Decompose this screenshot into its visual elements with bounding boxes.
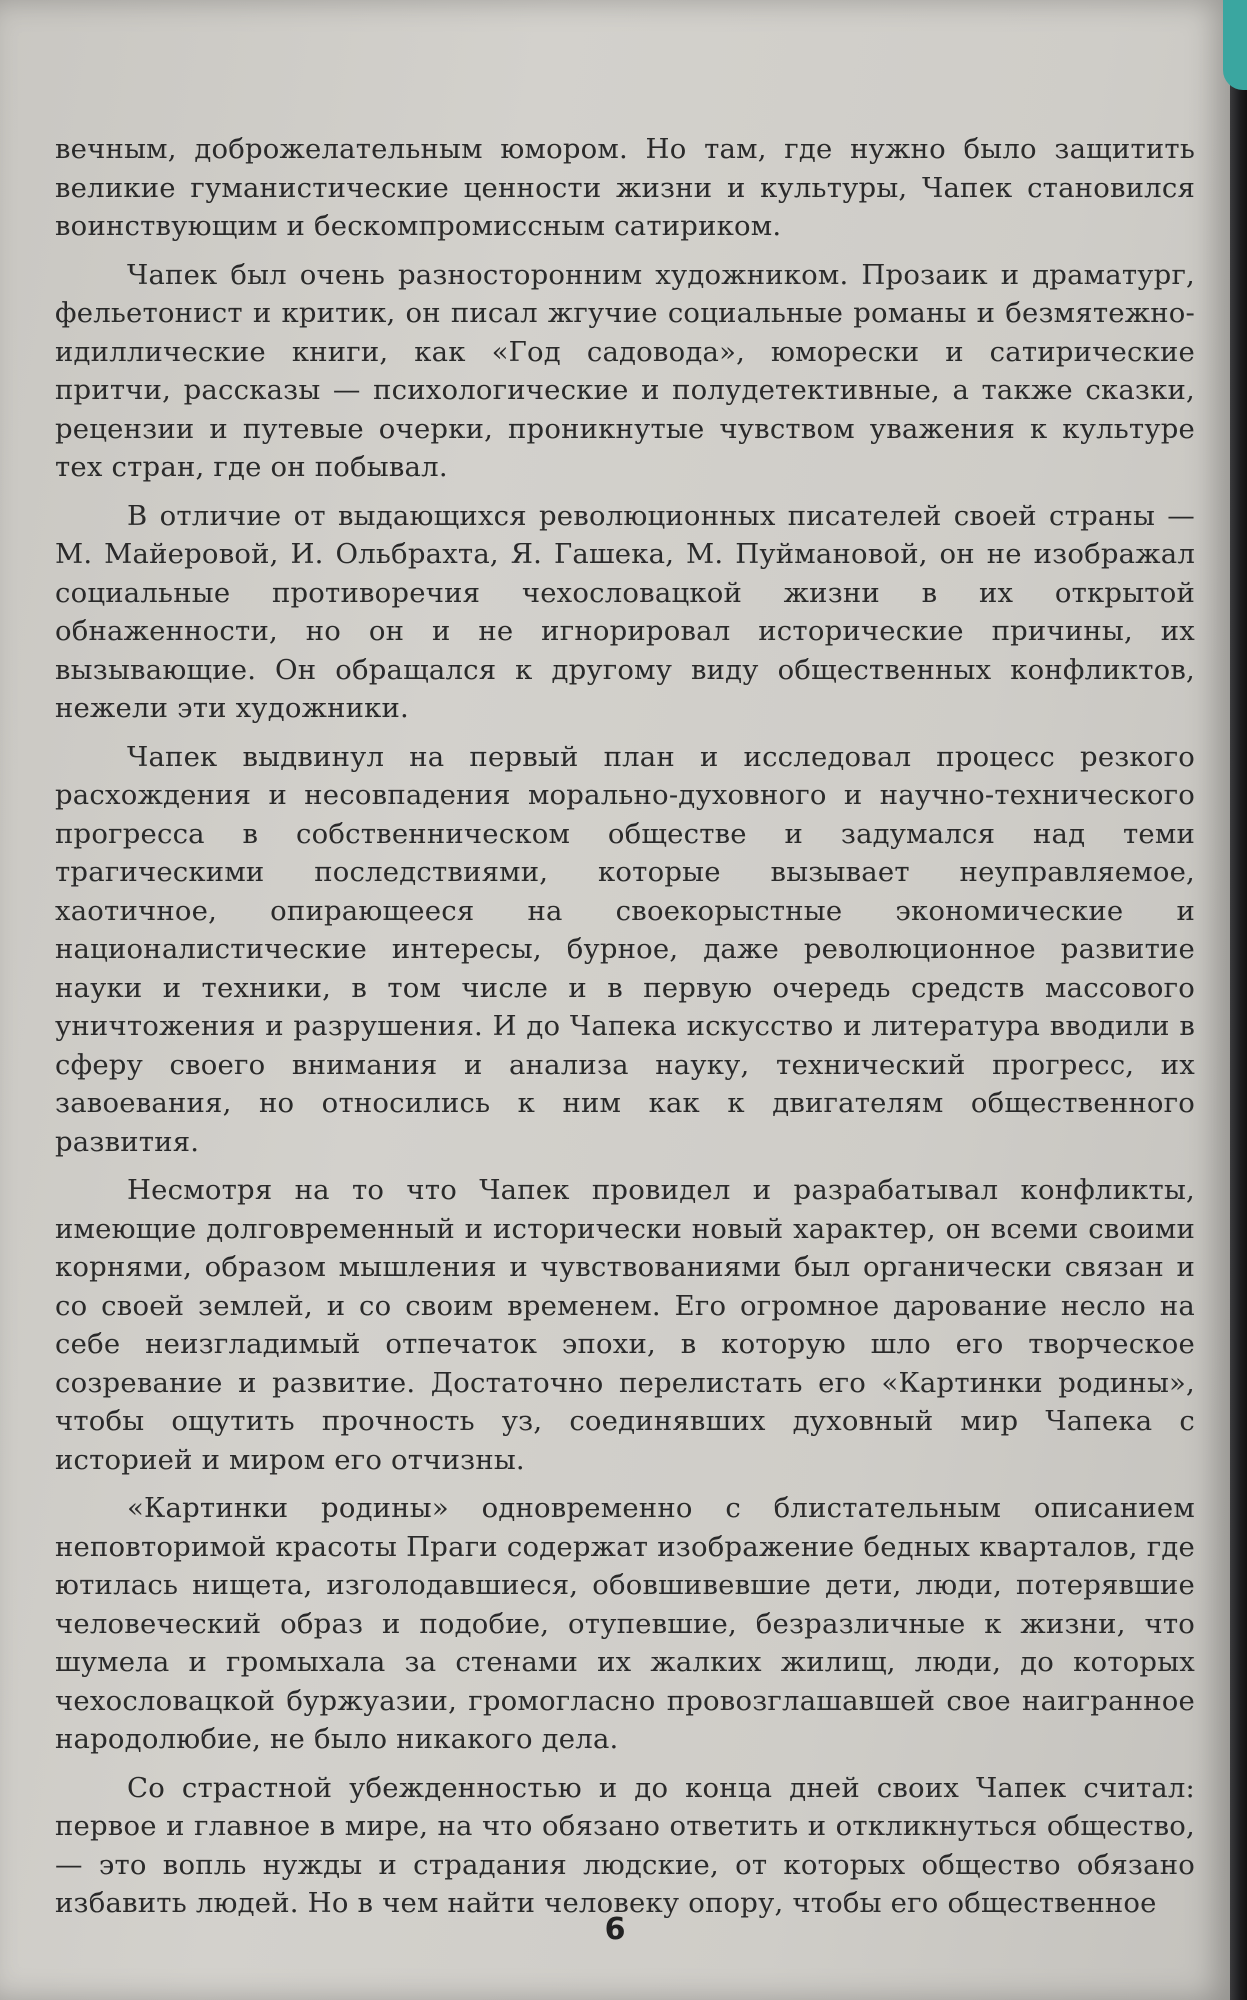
- book-edge: [1230, 0, 1247, 2000]
- body-text: [55, 130, 1195, 1933]
- paragraph-6: «Картинки родины» одновременно с блистательным описанием неповторимой красоты Праги содержат изображение бедных кварталов, где ютилась нищета, изголодавшиеся, обовшивевшие дети, люди, потерявшие человеческий образ и подобие, отупевшие, безразличные к жизни, что шумела и громыхала за стенами их жалких жилищ, люди, до которых чехословацкой буржуазии, громогласно провозглашавшей свое наигранное народолюбие, не было никакого дела.: [55, 1492, 1195, 1755]
- paragraph-5: Несмотря на то что Чапек провидел и разрабатывал конфликты, имеющие долговременный и исторически новый характер, он всеми своими корнями, образом мышления и чувствованиями был органически связан и со своей землей, и со своим временем. Его огромное дарование несло на себе неизгладимый отпечаток эпохи, в которую шло его творческое созревание и развитие. Достаточно перелистать его «Картинки родины», чтобы ощутить прочность уз, соединявших духовный мир Чапека с историей и миром его отчизны.: [55, 1174, 1195, 1476]
- paragraph-3: В отличие от выдающихся революционных писателей своей страны — М. Майеровой, И. Ольбрахта, Я. Гашека, М. Пуймановой, он не изображал социальные противоречия чехословацкой жизни в их открытой обнаженности, но он и не игнорировал исторические причины, их вызывающие. Он обращался к другому виду общественных конфликтов, нежели эти художники.: [55, 499, 1195, 724]
- paragraph-7: Со страстной убежденностью и до конца дней своих Чапек считал: первое и главное в мире, на что обязано ответить и откликнуться общество,— это вопль нужды и страдания людские, от которых общество обязано избавить людей. Но в чем найти человеку опору, чтобы его общественное: [55, 1771, 1195, 1919]
- bookmark-tab: [1223, 0, 1247, 90]
- page-number: 6: [604, 1912, 626, 1947]
- paragraph-2: Чапек был очень разносторонним художником. Прозаик и драматург, фельетонист и критик, он писал жгучие социальные романы и безмятежно-идиллические книги, как «Год садовода», юморески и сатирические притчи, рассказы — психологические и полудетективные, а также сказки, рецензии и путевые очерки, проникнутые чувством уважения к культуре тех стран, где он побывал.: [55, 258, 1195, 483]
- paragraph-1: вечным, доброжелательным юмором. Но там, где нужно было защитить великие гуманистические ценности жизни и культуры, Чапек становился воинствующим и бескомпромиссным сатириком.: [55, 133, 1195, 242]
- paragraph-4: Чапек выдвинул на первый план и исследовал процесс резкого расхождения и несовпадения морально-духовного и научно-технического прогресса в собственническом обществе и задумался над теми трагическими последствиями, которые вызывает неуправляемое, хаотичное, опирающееся на своекорыстные экономические и националистические интересы, бурное, даже революционное развитие науки и техники, в том числе и в первую очередь средств массового уничтожения и разрушения. И до Чапека искусство и литература вводили в сферу своего внимания и анализа науку, технический прогресс, их завоевания, но относились к ним как к двигателям общественного развития.: [55, 740, 1195, 1158]
